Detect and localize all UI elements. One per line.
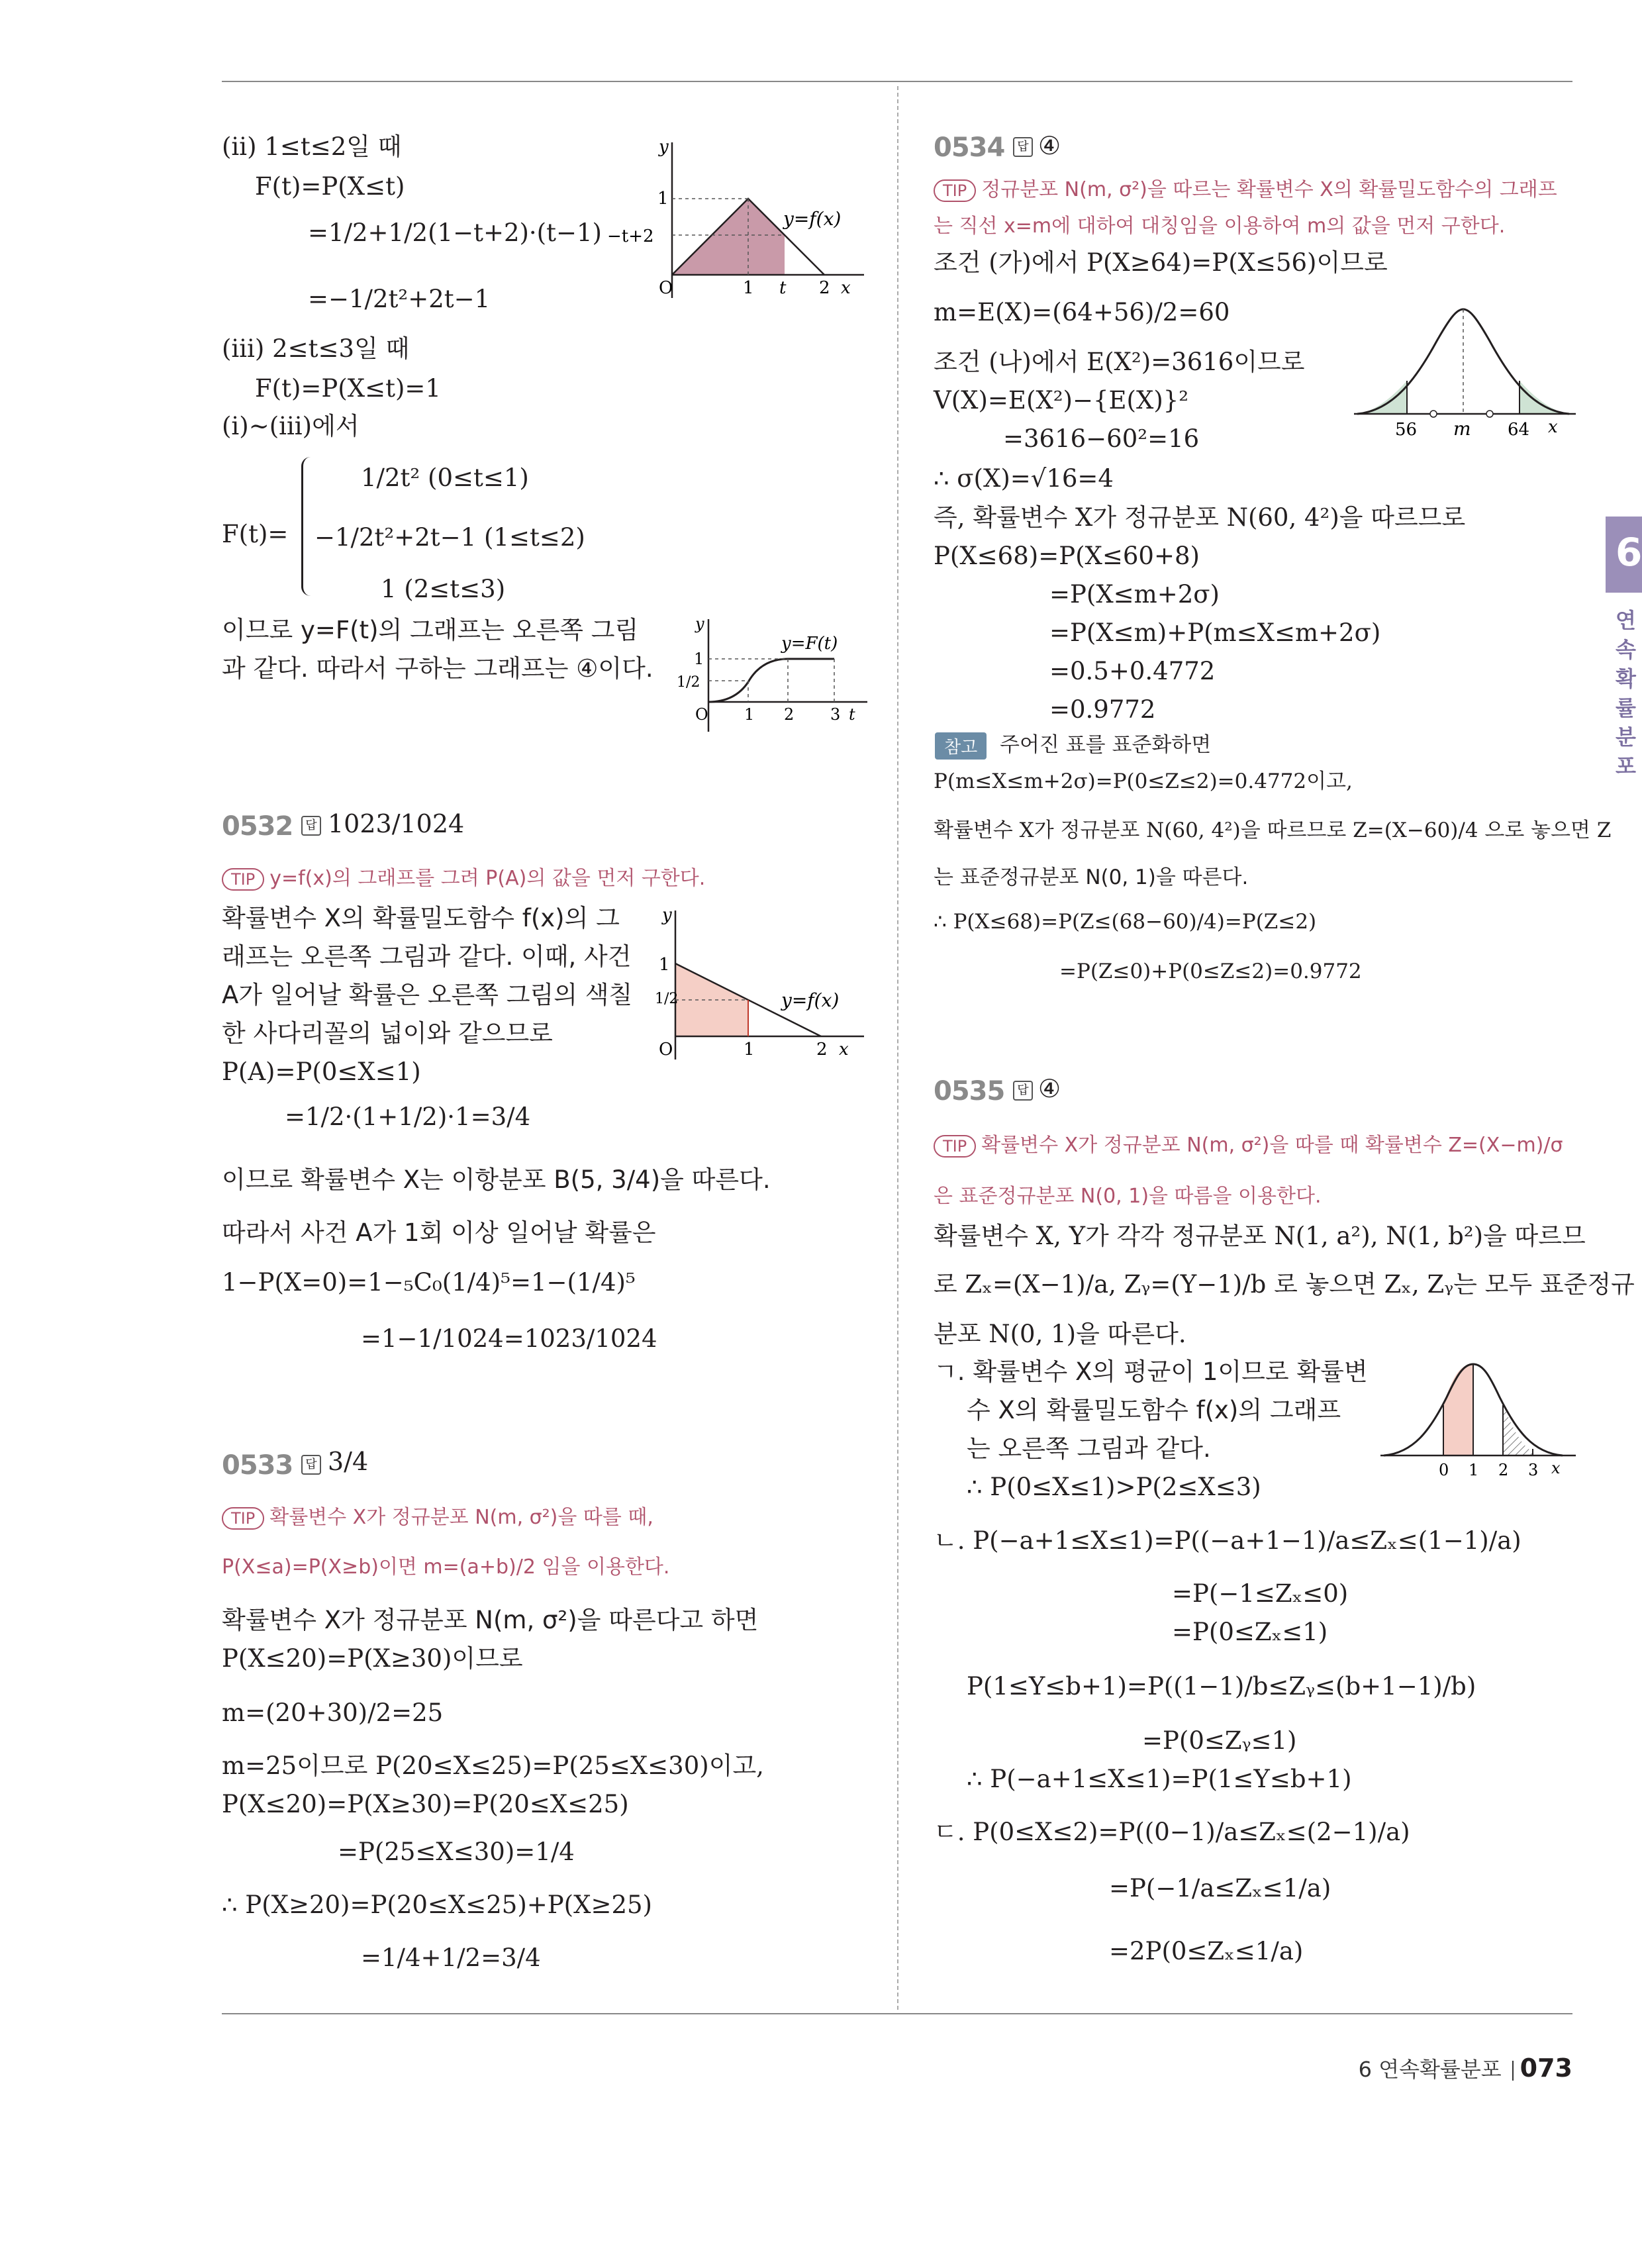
tick-label: 1 — [659, 955, 670, 975]
text-line: 는 오른쪽 그림과 같다. — [967, 1434, 1211, 1463]
tip-text: 확률변수 X가 정규분포 N(m, σ²)을 따를 때, — [269, 1506, 653, 1529]
text-line: ∴ P(X≤68)=P(Z≤(68−60)/4)=P(Z≤2) — [934, 910, 1317, 934]
text-line: =P(0≤Zₓ≤1) — [1172, 1618, 1328, 1646]
text-line: 는 표준정규분포 N(0, 1)을 따른다. — [934, 865, 1249, 889]
text-line: m=E(X)=(64+56)/2=60 — [934, 298, 1230, 326]
trapezoid-density-graph — [646, 904, 864, 1063]
piecewise-brace — [301, 457, 313, 596]
text-line: P(X≤20)=P(X≥30)이므로 — [222, 1644, 523, 1673]
answer-icon: 답 — [301, 1455, 321, 1475]
text-line: =P(Z≤0)+P(0≤Z≤2)=0.9772 — [1059, 960, 1362, 983]
text-line: ㄴ. P(−a+1≤X≤1)=P((−a+1−1)/a≤Zₓ≤(1−1)/a) — [934, 1526, 1521, 1555]
footer-chapter: 6 연속확률분포 — [1358, 2057, 1502, 2082]
x-axis-label: x — [1548, 417, 1558, 437]
text-line: 1−P(X=0)=1−₅C₀(1/4)⁵=1−(1/4)⁵ — [222, 1268, 636, 1297]
text-line: P(1≤Y≤b+1)=P((1−1)/b≤Zᵧ≤(b+1−1)/b) — [967, 1672, 1476, 1701]
tick-label: 3 — [1528, 1461, 1539, 1479]
tip-badge: TIP — [222, 1507, 264, 1530]
y-axis-label: y — [659, 137, 669, 157]
text-line: (ⅰ)~(ⅲ)에서 — [222, 412, 360, 440]
tip-line — [934, 175, 1557, 205]
tick-label: 0 — [1439, 1461, 1449, 1479]
tick-label: 1 — [1469, 1461, 1479, 1479]
answer-value: ④ — [1038, 1074, 1061, 1103]
text-line: =P(X≤m+2σ) — [1049, 580, 1220, 609]
answer-value: 3/4 — [328, 1447, 369, 1476]
x-axis-label: t — [849, 705, 855, 724]
text-line: 로 Zₓ=(X−1)/a, Zᵧ=(Y−1)/b 로 놓으면 Zₓ, Zᵧ는 모두 표준정규 — [934, 1270, 1635, 1299]
piecewise-case: 1 (2≤t≤3) — [381, 575, 506, 603]
text-line: F(t)=P(X≤t)=1 — [255, 374, 441, 403]
text-line: 한 사다리꼴의 넓이와 같으므로 — [222, 1019, 553, 1048]
tip-badge: TIP — [934, 1135, 976, 1158]
tick-label: 1 — [744, 1040, 755, 1060]
column-divider — [897, 86, 898, 2010]
tick-label: t — [779, 278, 787, 298]
text-line: 확률변수 X가 정규분포 N(m, σ²)을 따른다고 하면 — [222, 1606, 759, 1634]
text-line: =1/2+1/2(1−t+2)·(t−1) — [308, 219, 602, 247]
piecewise-lhs: F(t)= — [222, 520, 289, 548]
tip-text: 은 표준정규분포 N(0, 1)을 따름을 이용한다. — [934, 1185, 1322, 1208]
reference-title: 주어진 표를 표준화하면 — [1000, 733, 1212, 757]
text-line: 조건 (나)에서 E(X²)=3616이므로 — [934, 348, 1305, 376]
text-line: =0.5+0.4772 — [1049, 657, 1216, 685]
curve-label: y=F(t) — [781, 634, 838, 654]
origin-label: O — [659, 278, 673, 298]
bottom-rule — [222, 2013, 1572, 2014]
chapter-tab-number: 6 — [1616, 530, 1642, 575]
curve-label: y=f(x) — [781, 989, 840, 1011]
answer-icon: 답 — [301, 816, 321, 836]
text-line: ∴ σ(X)=√16=4 — [934, 464, 1114, 493]
text-line: =P(0≤Zᵧ≤1) — [1142, 1726, 1297, 1755]
problem-number: 0533 — [222, 1450, 293, 1481]
text-line: 확률변수 X가 정규분포 N(60, 4²)을 따르므로 Z=(X−60)/4 으로 놓으면 Z — [934, 818, 1612, 842]
text-line: =2P(0≤Zₓ≤1/a) — [1109, 1937, 1304, 1965]
tick-label: 1 — [744, 705, 755, 724]
page-number: 073 — [1520, 2053, 1572, 2083]
text-line: 분포 N(0, 1)을 따른다. — [934, 1320, 1186, 1348]
normal-curve-graph — [1354, 301, 1576, 444]
origin-label: O — [695, 705, 708, 724]
triangle-density-graph — [606, 136, 864, 301]
tick-label: m — [1453, 418, 1471, 440]
text-line: 확률변수 X, Y가 각각 정규분포 N(1, a²), N(1, b²)을 따르므 — [934, 1222, 1586, 1250]
text-line: =P(25≤X≤30)=1/4 — [338, 1838, 575, 1866]
x-axis-label: x — [841, 278, 851, 298]
tip-badge: TIP — [222, 868, 264, 891]
text-line: P(X≤68)=P(X≤60+8) — [934, 542, 1200, 570]
curve-label: y=f(x) — [783, 208, 842, 230]
text-line: m=(20+30)/2=25 — [222, 1699, 444, 1727]
tick-label: 2 — [816, 1040, 828, 1060]
x-axis-label: x — [1551, 1459, 1561, 1477]
text-line: 따라서 사건 A가 1회 이상 일어날 확률은 — [222, 1218, 656, 1247]
tick-label: 2 — [784, 705, 795, 724]
text-line: V(X)=E(X²)−{E(X)}² — [934, 386, 1189, 415]
text-line: =0.9772 — [1049, 695, 1156, 724]
text-line: (ⅲ) 2≤t≤3일 때 — [222, 334, 410, 363]
y-axis-label: y — [662, 905, 672, 925]
text-line: P(m≤X≤m+2σ)=P(0≤Z≤2)=0.4772이고, — [934, 769, 1353, 793]
tip-text: 확률변수 X가 정규분포 N(m, σ²)을 따를 때 확률변수 Z=(X−m)/σ — [981, 1134, 1563, 1157]
text-line: 조건 (가)에서 P(X≥64)=P(X≤56)이므로 — [934, 248, 1388, 277]
text-line: =P(−1/a≤Zₓ≤1/a) — [1109, 1874, 1331, 1902]
tick-label: 64 — [1508, 420, 1530, 440]
answer-icon: 답 — [1013, 1081, 1033, 1101]
text-line: m=25이므로 P(20≤X≤25)=P(25≤X≤30)이고, — [222, 1751, 764, 1780]
text-line: ㄷ. P(0≤X≤2)=P((0−1)/a≤Zₓ≤(2−1)/a) — [934, 1818, 1410, 1846]
cdf-graph — [669, 613, 867, 735]
normal-curve-graph-shaded — [1380, 1357, 1576, 1487]
tip-text: y=f(x)의 그래프를 그려 P(A)의 값을 먼저 구한다. — [269, 867, 706, 890]
reference-badge: 참고 — [935, 732, 987, 760]
tip-line — [222, 864, 705, 893]
text-line: 이므로 y=F(t)의 그래프는 오른쪽 그림 — [222, 616, 639, 644]
tip-badge: TIP — [934, 179, 976, 202]
text-line: F(t)=P(X≤t) — [255, 172, 405, 201]
text-line: =P(−1≤Zₓ≤0) — [1172, 1579, 1349, 1608]
tip-text: 정규분포 N(m, σ²)을 따르는 확률변수 X의 확률밀도함수의 그래프 — [981, 178, 1557, 201]
tick-label: 2 — [1498, 1461, 1509, 1479]
text-line: 즉, 확률변수 X가 정규분포 N(60, 4²)을 따르므로 — [934, 503, 1466, 532]
text-line: 확률변수 X의 확률밀도함수 f(x)의 그 — [222, 904, 620, 932]
answer-value: ④ — [1038, 131, 1061, 160]
text-line: ∴ P(X≥20)=P(20≤X≤25)+P(X≥25) — [222, 1891, 652, 1919]
tick-label: −t+2 — [607, 226, 654, 246]
problem-number: 0532 — [222, 811, 293, 842]
text-line: P(A)=P(0≤X≤1) — [222, 1058, 421, 1086]
problem-number: 0534 — [934, 132, 1005, 163]
text-line: =1/2·(1+1/2)·1=3/4 — [285, 1103, 531, 1131]
tip-line — [934, 1131, 1563, 1160]
tip-line — [222, 1503, 653, 1532]
text-line: P(X≤20)=P(X≥30)=P(20≤X≤25) — [222, 1790, 629, 1818]
tick-label: 1 — [743, 278, 754, 298]
tip-text: P(X≤a)=P(X≥b)이면 m=(a+b)/2 임을 이용한다. — [222, 1555, 670, 1579]
chapter-tab-title: 연속확률분포 — [1616, 608, 1636, 779]
text-line: 과 같다. 따라서 구하는 그래프는 ④이다. — [222, 654, 653, 683]
origin-label: O — [659, 1040, 673, 1060]
tick-label: 1/2 — [655, 991, 679, 1007]
top-rule — [222, 81, 1572, 82]
tick-label: 1/2 — [677, 674, 700, 691]
page-footer — [1359, 2053, 1572, 2083]
answer-icon: 답 — [1013, 137, 1033, 157]
text-line: 이므로 확률변수 X는 이항분포 B(5, 3/4)을 따른다. — [222, 1165, 771, 1194]
text-line: 수 X의 확률밀도함수 f(x)의 그래프 — [967, 1396, 1341, 1424]
tip-text: 는 직선 x=m에 대하여 대칭임을 이용하여 m의 값을 먼저 구한다. — [934, 215, 1506, 238]
tick-label: 1 — [694, 650, 704, 668]
y-axis-label: y — [695, 615, 704, 633]
tick-label: 2 — [819, 278, 830, 298]
text-line: (ⅱ) 1≤t≤2일 때 — [222, 132, 402, 161]
answer-value: 1023/1024 — [328, 809, 465, 838]
text-line: ㄱ. 확률변수 X의 평균이 1이므로 확률변 — [934, 1357, 1368, 1386]
text-line: =1/4+1/2=3/4 — [361, 1944, 541, 1972]
text-line: =1−1/1024=1023/1024 — [361, 1324, 657, 1353]
text-line: ∴ P(0≤X≤1)>P(2≤X≤3) — [967, 1473, 1261, 1501]
tick-label: 1 — [657, 189, 669, 209]
text-line: =P(X≤m)+P(m≤X≤m+2σ) — [1049, 618, 1381, 647]
footer-separator — [1512, 2061, 1514, 2081]
text-line: ∴ P(−a+1≤X≤1)=P(1≤Y≤b+1) — [967, 1765, 1352, 1793]
piecewise-case: −1/2t²+2t−1 (1≤t≤2) — [314, 523, 585, 552]
tick-label: 56 — [1395, 420, 1418, 440]
text-line: 래프는 오른쪽 그림과 같다. 이때, 사건 — [222, 942, 632, 971]
tick-label: 3 — [830, 705, 841, 724]
x-axis-label: x — [839, 1040, 849, 1060]
text-line: A가 일어날 확률은 오른쪽 그림의 색칠 — [222, 981, 633, 1009]
text-line: =−1/2t²+2t−1 — [308, 285, 491, 313]
text-line: =3616−60²=16 — [1003, 424, 1200, 453]
problem-number: 0535 — [934, 1076, 1005, 1107]
piecewise-case: 1/2t² (0≤t≤1) — [361, 464, 529, 492]
